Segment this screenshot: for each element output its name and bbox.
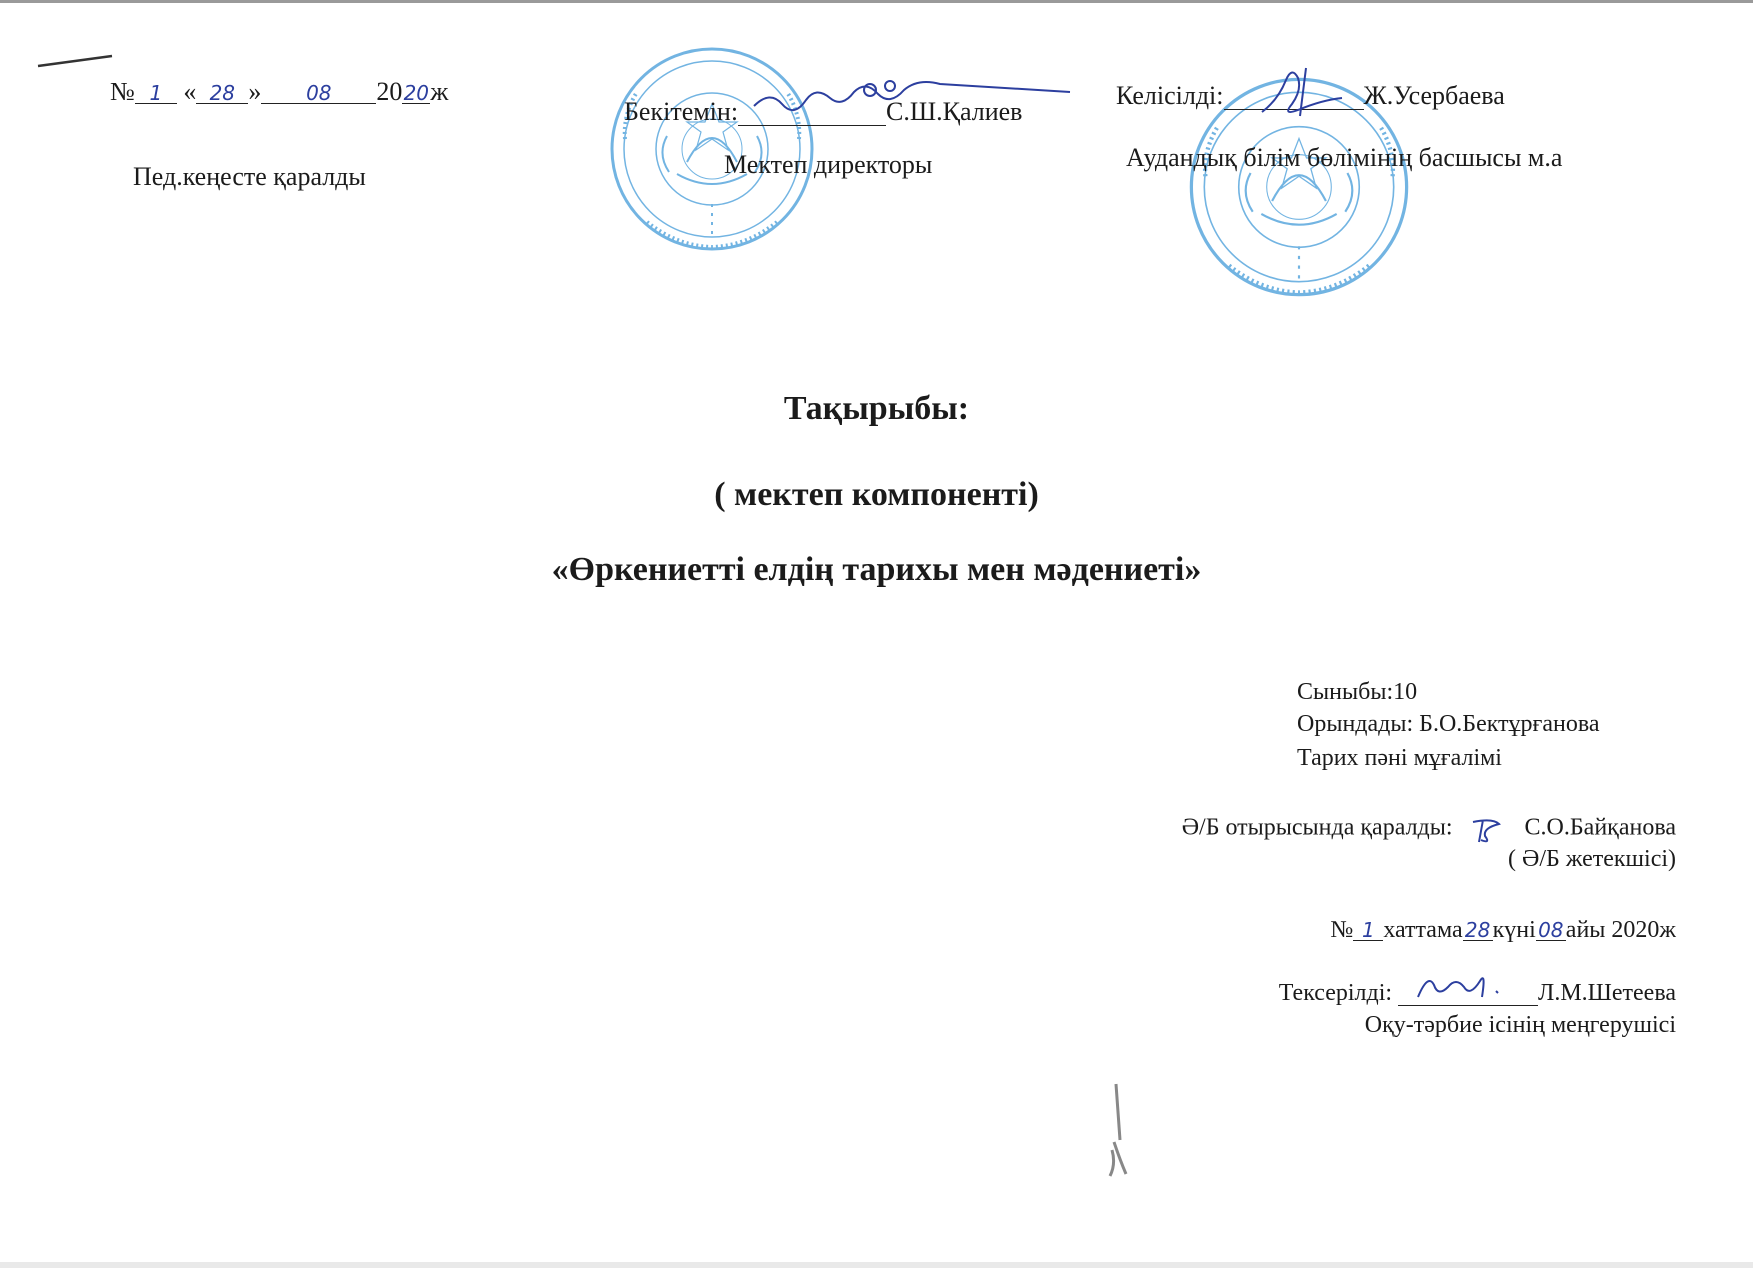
department-head-signature bbox=[1242, 60, 1382, 120]
mo-reviewed-label: Ә/Б отырысында қаралды: bbox=[1181, 814, 1453, 841]
protocol-year-suffix: 20 bbox=[403, 81, 430, 105]
approve-name: С.Ш.Қалиев bbox=[886, 97, 1023, 126]
minutes-month: 08 bbox=[1536, 920, 1566, 941]
mo-signature bbox=[1459, 814, 1519, 844]
teacher-role: Тарих пәні мұғалімі bbox=[1297, 745, 1502, 771]
minutes-word-day: күні bbox=[1492, 917, 1536, 943]
protocol-year-prefix: 20 bbox=[376, 77, 403, 106]
mo-role: ( Ә/Б жетекшісі) bbox=[1508, 846, 1676, 872]
scan-edge-bottom bbox=[0, 1262, 1753, 1268]
protocol-no-value: 1 bbox=[135, 83, 177, 104]
approve-position: Мектеп директоры bbox=[724, 150, 933, 179]
agreed-label: Келісілді: bbox=[1116, 81, 1224, 110]
scan-artifact bbox=[1104, 1080, 1134, 1180]
minutes-no-value: 1 bbox=[1353, 920, 1383, 941]
minutes-word-month: айы 2020ж bbox=[1565, 917, 1676, 943]
course-title: «Өркениетті елдің тарихы мен мәдениеті» bbox=[551, 551, 1202, 588]
protocol-month: 08 bbox=[261, 83, 376, 104]
minutes-word-protocol: хаттама bbox=[1383, 917, 1463, 943]
checker-signature bbox=[1412, 967, 1522, 1003]
minutes-day: 28 bbox=[1463, 920, 1493, 941]
ped-council-reviewed: Пед.кеңесте қаралды bbox=[133, 162, 366, 191]
grade: Сыныбы:10 bbox=[1297, 679, 1418, 705]
topic-heading: Тақырыбы: bbox=[783, 390, 970, 427]
performer: Орындады: Б.О.Бектұрғанова bbox=[1297, 711, 1600, 737]
checked-line bbox=[1279, 980, 1676, 1007]
scan-mark bbox=[36, 52, 116, 72]
checked-role: Оқу-тәрбие ісінің меңгерушісі bbox=[1364, 1012, 1676, 1038]
scan-edge-top bbox=[0, 0, 1753, 3]
protocol-no-label: № bbox=[110, 77, 135, 106]
quote-open: « bbox=[183, 77, 197, 106]
minutes-no-label: № bbox=[1330, 917, 1354, 943]
director-signature bbox=[750, 70, 1080, 120]
protocol-day: 28 bbox=[196, 83, 248, 104]
minutes-line bbox=[1330, 917, 1676, 944]
protocol-year-unit: ж bbox=[430, 77, 449, 106]
mo-reviewed-line bbox=[1182, 814, 1676, 844]
agreed-position: Аудандық білім бөлімінің басшысы м.а bbox=[1126, 143, 1563, 172]
quote-close: » bbox=[248, 77, 262, 106]
checked-label: Тексерілді: bbox=[1278, 980, 1393, 1006]
component-subtitle: ( мектеп компоненті) bbox=[714, 476, 1039, 513]
approve-label: Бекітемін: bbox=[624, 97, 739, 126]
protocol-line bbox=[110, 77, 448, 107]
checked-name: Л.М.Шетеева bbox=[1538, 980, 1676, 1006]
agreed-name: Ж.Усербаева bbox=[1363, 81, 1505, 110]
mo-name: С.О.Байқанова bbox=[1524, 814, 1676, 841]
